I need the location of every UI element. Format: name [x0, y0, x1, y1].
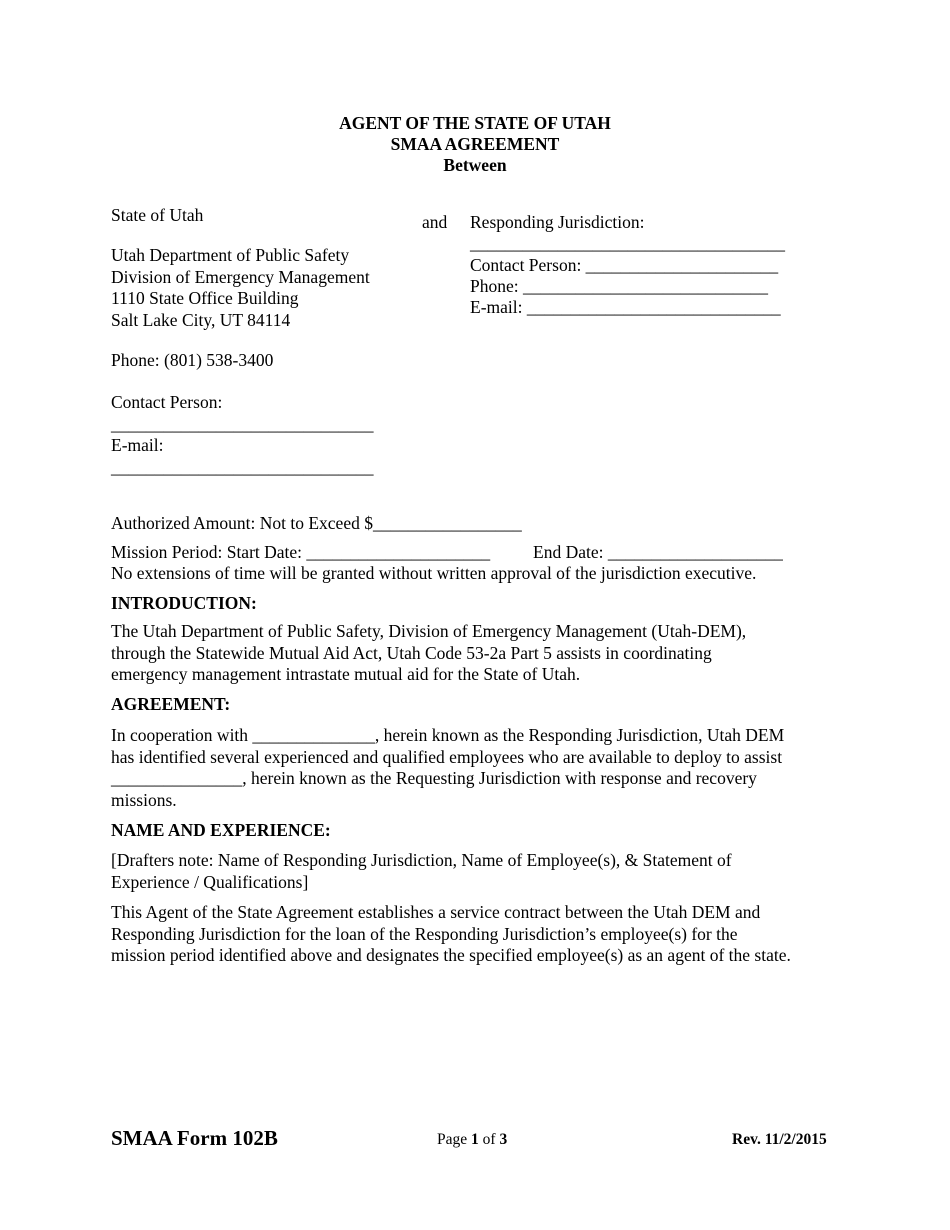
drafters-note — [111, 850, 841, 893]
introduction-line: through the Statewide Mutual Aid Act, Utah Code 53-2a Part 5 assists in coordinating — [111, 642, 712, 663]
introduction-body — [111, 621, 841, 686]
state-contact-blank[interactable]: ______________________________ — [111, 414, 374, 434]
drafters-note-line: [Drafters note: Name of Responding Jurisdiction, Name of Employee(s), & Statement of — [111, 850, 732, 870]
agreement-line: In cooperation with ______________, herein known as the Responding Jurisdiction, Utah DEM — [111, 725, 785, 745]
revision-date: Rev. 11/2/2015 — [732, 1131, 827, 1148]
responding-contact-field[interactable]: Contact Person: ______________________ — [470, 255, 779, 275]
state-email-blank[interactable]: ______________________________ — [111, 457, 374, 477]
introduction-line: The Utah Department of Public Safety, Division of Emergency Management (Utah-DEM), — [111, 621, 747, 641]
title-line-1: AGENT OF THE STATE OF UTAH — [339, 113, 611, 133]
statement-line: Responding Jurisdiction for the loan of the Responding Jurisdiction’s employee(s) for the — [111, 923, 738, 944]
statement-line: This Agent of the State Agreement establishes a service contract between the Utah DEM and — [111, 902, 761, 922]
address-line-4: Salt Lake City, UT 84114 — [111, 310, 291, 330]
introduction-heading: INTRODUCTION: — [111, 593, 257, 613]
introduction-line: emergency management intrastate mutual aid for the State of Utah. — [111, 664, 581, 684]
page-total: 3 — [499, 1131, 508, 1148]
authorized-amount-field[interactable]: Authorized Amount: Not to Exceed $_________________ — [111, 513, 522, 533]
agreement-heading: AGREEMENT: — [111, 694, 231, 714]
page-of: of — [478, 1131, 500, 1148]
form-number: SMAA Form 102B — [111, 1126, 278, 1150]
state-label: State of Utah — [111, 205, 204, 225]
name-experience-heading: NAME AND EXPERIENCE: — [111, 820, 331, 840]
agreement-line: missions. — [111, 789, 177, 810]
title-line-2: SMAA AGREEMENT — [390, 134, 560, 154]
mission-start-date-field[interactable]: Mission Period: Start Date: _____________________ — [111, 542, 491, 562]
responding-phone-field[interactable]: Phone: ____________________________ — [470, 276, 768, 296]
title-line-3: Between — [443, 155, 507, 175]
state-contact-label: Contact Person: — [111, 392, 223, 412]
agreement-body — [111, 725, 841, 811]
agreement-line: has identified several experienced and qualified employees who are available to deploy to assist — [111, 746, 783, 767]
address-line-2: Division of Emergency Management — [111, 267, 370, 287]
page-prefix: Page — [437, 1131, 472, 1148]
agreement-statement — [111, 902, 841, 967]
responding-email-field[interactable]: E-mail: _____________________________ — [470, 297, 781, 317]
state-email-label: E-mail: — [111, 435, 164, 455]
page-indicator — [437, 1129, 507, 1150]
agreement-line: _______________, herein known as the Requesting Jurisdiction with response and recovery — [111, 768, 757, 788]
mission-end-date-field[interactable]: End Date: ____________________ — [533, 542, 783, 562]
state-phone: Phone: (801) 538-3400 — [111, 350, 274, 370]
and-word: and — [422, 212, 448, 232]
drafters-note-line: Experience / Qualifications] — [111, 871, 309, 892]
statement-line: mission period identified above and designates the specified employee(s) as an agent of the state. — [111, 945, 791, 965]
address-line-1: Utah Department of Public Safety — [111, 245, 350, 265]
responding-jurisdiction-blank[interactable]: ____________________________________ — [470, 233, 785, 253]
responding-jurisdiction-label: Responding Jurisdiction: — [470, 212, 645, 232]
address-line-3: 1110 State Office Building — [111, 288, 299, 308]
page-number: 1 — [471, 1131, 479, 1148]
extension-note: No extensions of time will be granted without written approval of the jurisdiction executive. — [111, 563, 757, 583]
